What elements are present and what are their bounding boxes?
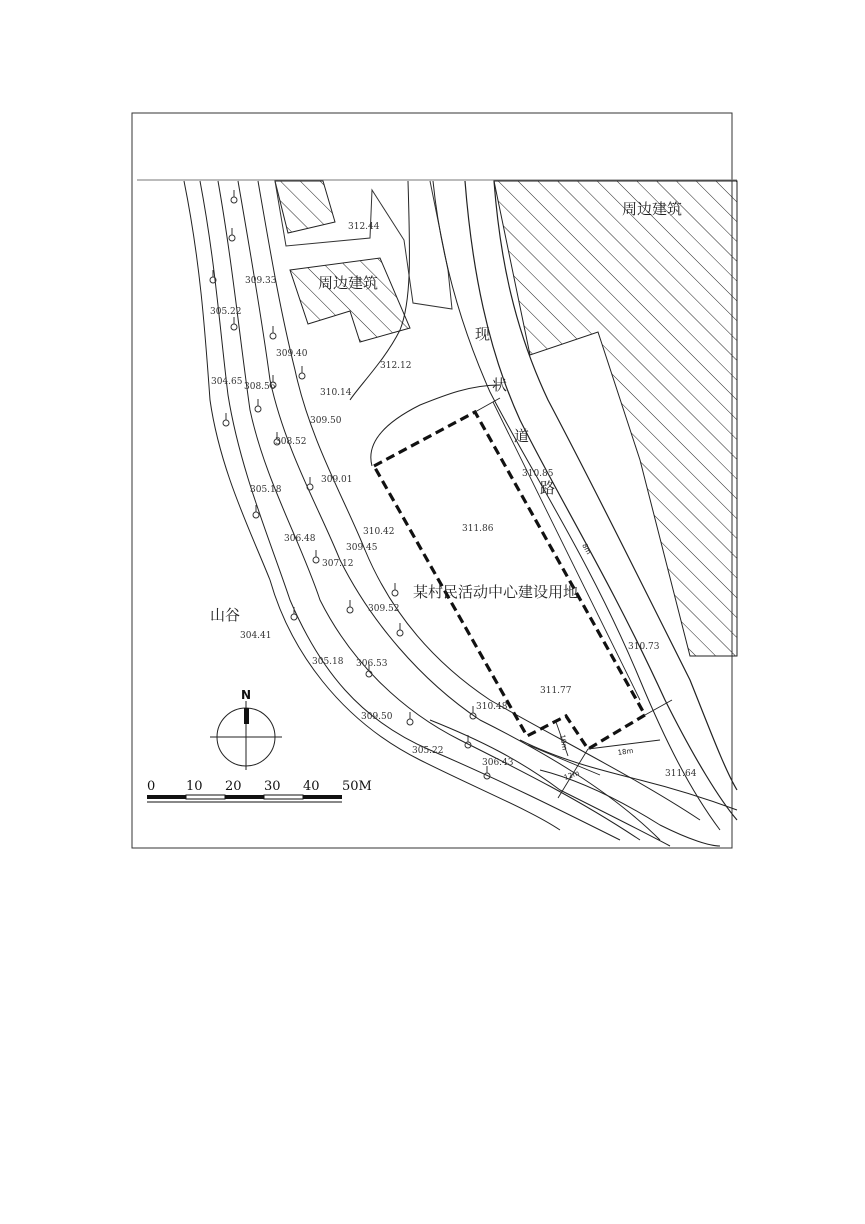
elev-312-44: 312.44: [348, 222, 380, 232]
scale-bar: [147, 795, 342, 802]
elev-305-22a: 305.22: [210, 307, 242, 317]
elev-311-64: 311.64: [665, 769, 697, 779]
elev-307-12: 307.12: [322, 559, 354, 569]
label-building-mid: 周边建筑: [318, 274, 379, 292]
elev-309-40: 309.40: [276, 349, 308, 359]
north-label: N: [240, 688, 252, 702]
elev-305-22b: 305.22: [412, 746, 444, 756]
dim-road-width: 8m: [580, 542, 593, 556]
site-boundary: [374, 412, 645, 749]
scale-tick-40: 40: [303, 779, 320, 794]
elev-306-48: 306.48: [284, 534, 316, 544]
elev-310-73: 310.73: [628, 642, 660, 652]
dim-setback-18: 18m: [617, 746, 634, 757]
scale-tick-30: 30: [264, 779, 281, 794]
elev-310-85: 310.85: [522, 469, 554, 479]
elev-308-52: 308.52: [275, 437, 307, 447]
label-road-char-4: 路: [540, 479, 556, 497]
elev-309-52: 309.52: [368, 604, 400, 614]
building-mid: [290, 258, 410, 342]
elev-310-14: 310.14: [320, 388, 352, 398]
dim-setback-10: 10m: [558, 733, 569, 751]
elev-310-42: 310.42: [363, 527, 395, 537]
scale-tick-10: 10: [186, 779, 203, 794]
dim-setback-12: 12m: [562, 768, 581, 782]
elev-304-41: 304.41: [240, 631, 272, 641]
scale-tick-0: 0: [147, 779, 156, 794]
elev-305-18a: 305.18: [250, 485, 282, 495]
elev-309-33: 309.33: [245, 276, 277, 286]
label-building-top-right: 周边建筑: [622, 200, 683, 218]
elev-309-45: 309.45: [346, 543, 378, 553]
label-road-char-2: 状: [492, 376, 508, 394]
elev-305-18b: 305.18: [312, 657, 344, 667]
elev-308-56: 308.56: [244, 382, 276, 392]
label-road-char-1: 现: [475, 325, 491, 343]
elev-309-50b: 309.50: [361, 712, 393, 722]
label-valley: 山谷: [210, 606, 241, 624]
scale-tick-20: 20: [225, 779, 242, 794]
elev-311-77: 311.77: [540, 686, 572, 696]
elev-309-01: 309.01: [321, 475, 353, 485]
elev-306-43: 306.43: [482, 758, 514, 768]
elev-306-53: 306.53: [356, 659, 388, 669]
label-site: 某村民活动中心建设用地: [413, 583, 579, 601]
elev-309-50a: 309.50: [310, 416, 342, 426]
elev-312-12: 312.12: [380, 361, 412, 371]
label-road-char-3: 道: [514, 427, 530, 445]
north-arrow: [210, 701, 282, 770]
elev-311-86: 311.86: [462, 524, 494, 534]
elev-304-65: 304.65: [211, 377, 243, 387]
scale-tick-50m: 50M: [342, 779, 372, 794]
elev-310-48: 310.48: [476, 702, 508, 712]
building-small-top: [275, 181, 335, 233]
